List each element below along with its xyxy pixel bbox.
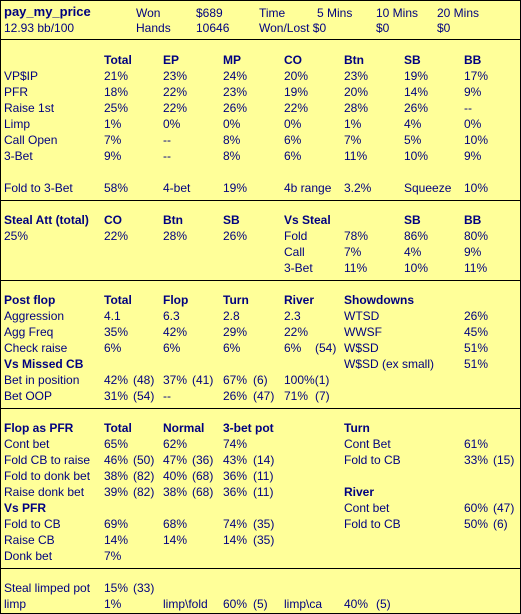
pfr-3bet-pot-header: 3-bet pot: [223, 421, 274, 435]
stat-value: 74%: [223, 517, 248, 531]
row-label: Aggression: [4, 309, 65, 323]
river-row-value: 50%: [464, 517, 489, 531]
stat-value: 22%: [163, 85, 188, 99]
showdowns-header: Showdowns: [344, 293, 414, 307]
stat-value: 6%: [284, 341, 302, 355]
turn-row-value: 33%: [464, 453, 489, 467]
four-bet-value: 19%: [223, 181, 248, 195]
stat-value: 18%: [104, 85, 129, 99]
vs-steal-row-label: 3-Bet: [284, 261, 313, 275]
steal-btn-header: Btn: [163, 213, 183, 227]
limp-call-value: 40%: [344, 597, 369, 611]
sample-count: (15): [493, 453, 515, 467]
river-row-value: 60%: [464, 501, 489, 515]
fold-to-3bet-value: 58%: [104, 181, 129, 195]
four-bet-label: 4-bet: [163, 181, 191, 195]
time-5-mins: 5 Mins: [317, 6, 353, 20]
sample-count: (14): [253, 453, 275, 467]
stat-value: 4.1: [104, 309, 121, 323]
stat-value: 22%: [284, 101, 309, 115]
sample-count: (36): [192, 453, 214, 467]
row-label: Limp: [4, 117, 31, 131]
sample-count: (11): [253, 469, 274, 483]
stat-value: 42%: [163, 325, 188, 339]
row-label: Agg Freq: [4, 325, 54, 339]
stat-value: 86%: [404, 229, 429, 243]
stat-value: 78%: [344, 229, 369, 243]
stat-value: 10%: [464, 133, 489, 147]
vs-steal-bb-header: BB: [464, 213, 482, 227]
stat-value: 11%: [344, 261, 368, 275]
sample-count: (7): [315, 389, 330, 403]
vs-steal-header: Vs Steal: [284, 213, 331, 227]
stat-value: 67%: [223, 373, 248, 387]
stat-value: 14%: [104, 533, 129, 547]
stat-value: 62%: [163, 437, 188, 451]
stat-value: --: [464, 101, 472, 115]
won-value: $689: [196, 6, 223, 20]
turn-row-label: Fold to CB: [344, 453, 401, 467]
stat-value: 7%: [344, 245, 362, 259]
four-bet-range-value: 3.2%: [344, 181, 372, 195]
stat-value: 23%: [344, 69, 369, 83]
stat-value: 35%: [104, 325, 129, 339]
row-label: Donk bet: [4, 549, 53, 563]
pfr-total-header: Total: [104, 421, 132, 435]
river-row-label: Fold to CB: [344, 517, 401, 531]
vs-steal-row-label: Fold: [284, 229, 308, 243]
showdown-label: W$SD (ex small): [344, 357, 435, 371]
row-label: Cont bet: [4, 437, 50, 451]
row-label: Bet OOP: [4, 389, 53, 403]
stat-value: 0%: [163, 117, 181, 131]
four-bet-range-label: 4b range: [284, 181, 332, 195]
stat-value: 39%: [104, 485, 129, 499]
stat-value: 40%: [163, 469, 188, 483]
stat-value: 46%: [104, 453, 129, 467]
stat-value: 5%: [404, 133, 422, 147]
stat-value: 1%: [344, 117, 362, 131]
limp-label: limp: [4, 597, 27, 611]
stat-value: 8%: [223, 133, 241, 147]
limp-value: 1%: [104, 597, 122, 611]
steal-co-header: CO: [104, 213, 122, 227]
stat-value: --: [163, 389, 171, 403]
stat-value: 14%: [163, 533, 188, 547]
stat-value: 19%: [284, 85, 309, 99]
stat-value: 7%: [344, 133, 362, 147]
row-label: Raise donk bet: [4, 485, 85, 499]
stat-value: 4%: [404, 117, 422, 131]
time-20-mins: 20 Mins: [437, 6, 480, 20]
stat-value: 19%: [404, 69, 429, 83]
time-label: Time: [259, 6, 286, 20]
squeeze-label: Squeeze: [404, 181, 452, 195]
sample-count: (47): [253, 389, 275, 403]
showdown-label: W$SD: [344, 341, 379, 355]
stat-value: 21%: [104, 69, 129, 83]
stat-value: 11%: [464, 261, 488, 275]
stat-value: 20%: [284, 69, 309, 83]
limp-fold-value: 60%: [223, 597, 248, 611]
hands-label: Hands: [136, 21, 171, 35]
sample-count: (33): [133, 581, 155, 595]
col-btn: Btn: [344, 53, 364, 67]
squeeze-value: 10%: [464, 181, 489, 195]
stat-value: 10%: [404, 149, 429, 163]
stat-value: 23%: [163, 69, 188, 83]
showdown-label: WWSF: [344, 325, 382, 339]
sample-count: (68): [192, 485, 214, 499]
divider: [1, 39, 520, 40]
stat-value: 0%: [284, 117, 302, 131]
stat-value: 43%: [223, 453, 248, 467]
vs-pfr-header: Vs PFR: [4, 501, 47, 515]
flop-as-pfr-header: Flop as PFR: [4, 421, 74, 435]
steal-btn-value: 28%: [163, 229, 188, 243]
sample-count: (5): [253, 597, 268, 611]
row-label: Raise 1st: [4, 101, 55, 115]
stat-value: 2.8: [223, 309, 240, 323]
sample-count: (82): [133, 469, 155, 483]
stat-value: 11%: [344, 149, 368, 163]
postflop-header: Post flop: [4, 293, 56, 307]
row-label: Bet in position: [4, 373, 80, 387]
won-lost-10: $0: [376, 21, 390, 35]
sample-count: (35): [253, 517, 275, 531]
stat-value: 25%: [104, 101, 129, 115]
row-label: 3-Bet: [4, 149, 33, 163]
stat-value: 0%: [223, 117, 241, 131]
stat-value: 0%: [464, 117, 482, 131]
row-label: VP$IP: [4, 69, 39, 83]
sample-count: (68): [192, 469, 214, 483]
stat-value: 4%: [404, 245, 422, 259]
stat-value: 26%: [223, 101, 248, 115]
pfr-normal-header: Normal: [163, 421, 205, 435]
stat-value: 69%: [104, 517, 129, 531]
stat-value: 9%: [104, 149, 122, 163]
col-bb: BB: [464, 53, 482, 67]
stat-value: 1%: [104, 117, 122, 131]
col-sb: SB: [404, 53, 421, 67]
stat-value: 22%: [163, 101, 188, 115]
col-mp: MP: [223, 53, 241, 67]
stat-value: 71%: [284, 389, 309, 403]
sample-count: (54): [315, 341, 337, 355]
sample-count: (41): [192, 373, 214, 387]
stat-value: 7%: [104, 549, 122, 563]
vs-missed-cb-header: Vs Missed CB: [4, 357, 84, 371]
stat-value: 68%: [163, 517, 188, 531]
stat-value: 37%: [163, 373, 188, 387]
won-lost-label: Won/Lost $0: [259, 21, 327, 35]
stat-value: 42%: [104, 373, 129, 387]
stat-value: 20%: [344, 85, 369, 99]
stat-value: 7%: [104, 133, 122, 147]
steal-sb-header: SB: [223, 213, 240, 227]
stat-value: 23%: [223, 85, 248, 99]
stat-value: 8%: [223, 149, 241, 163]
stat-value: 14%: [404, 85, 429, 99]
row-label: PFR: [4, 85, 28, 99]
stat-value: 6%: [104, 341, 122, 355]
limp-call-label: limp\ca: [284, 597, 323, 611]
stat-value: 2.3: [284, 309, 301, 323]
stat-value: 6.3: [163, 309, 180, 323]
row-label: Fold to CB: [4, 517, 61, 531]
sample-count: (5): [376, 597, 391, 611]
stat-value: 65%: [104, 437, 129, 451]
stat-value: 80%: [464, 229, 489, 243]
stat-value: 9%: [464, 149, 482, 163]
sample-count: (50): [133, 453, 155, 467]
sample-count: (6): [493, 517, 508, 531]
time-10-mins: 10 Mins: [376, 6, 419, 20]
stat-value: 31%: [104, 389, 129, 403]
turn-header: Turn: [344, 421, 370, 435]
stat-value: 28%: [344, 101, 369, 115]
stat-value: 26%: [404, 101, 429, 115]
row-label: Fold CB to raise: [4, 453, 91, 467]
stat-value: 6%: [284, 149, 302, 163]
stat-value: 29%: [223, 325, 248, 339]
sample-count: (6): [253, 373, 268, 387]
stat-value: 22%: [284, 325, 309, 339]
postflop-total-header: Total: [104, 293, 132, 307]
stat-value: --: [163, 133, 171, 147]
stat-value: --: [163, 149, 171, 163]
stat-value: 24%: [223, 69, 248, 83]
sample-count: (48): [133, 373, 155, 387]
divider: [1, 408, 520, 409]
postflop-river-header: River: [284, 293, 315, 307]
stat-value: 100%(1): [284, 373, 330, 387]
steal-limped-pot-label: Steal limped pot: [4, 581, 91, 595]
stat-value: 38%: [163, 485, 188, 499]
player-name: pay_my_price: [4, 4, 91, 19]
turn-row-value: 61%: [464, 437, 489, 451]
hands-value: 10646: [196, 21, 230, 35]
stat-value: 9%: [464, 245, 482, 259]
stat-value: 47%: [163, 453, 188, 467]
col-total: Total: [104, 53, 132, 67]
river-row-label: Cont bet: [344, 501, 390, 515]
divider: [1, 280, 520, 281]
sample-count: (47): [493, 501, 515, 515]
stat-value: 17%: [464, 69, 489, 83]
won-label: Won: [136, 6, 161, 20]
showdown-value: 45%: [464, 325, 489, 339]
fold-to-3bet-label: Fold to 3-Bet: [4, 181, 73, 195]
bb-per-100: 12.93 bb/100: [4, 21, 75, 35]
stat-value: 36%: [223, 485, 248, 499]
vs-steal-row-label: Call: [284, 245, 305, 259]
limp-fold-label: limp\fold: [163, 597, 208, 611]
river-header: River: [344, 485, 375, 499]
steal-limped-pot-value: 15%: [104, 581, 129, 595]
col-co: CO: [284, 53, 302, 67]
stat-value: 14%: [223, 533, 248, 547]
showdown-value: 51%: [464, 341, 489, 355]
stat-value: 9%: [464, 85, 482, 99]
stat-value: 38%: [104, 469, 129, 483]
postflop-flop-header: Flop: [163, 293, 189, 307]
sample-count: (82): [133, 485, 155, 499]
divider: [1, 568, 520, 569]
steal-co-value: 22%: [104, 229, 129, 243]
sample-count: (11): [253, 485, 274, 499]
steal-att-header: Steal Att (total): [4, 213, 89, 227]
stat-value: 74%: [223, 437, 248, 451]
showdown-value: 51%: [464, 357, 489, 371]
row-label: Call Open: [4, 133, 58, 147]
won-lost-20: $0: [437, 21, 451, 35]
steal-att-value: 25%: [4, 229, 29, 243]
showdown-value: 26%: [464, 309, 489, 323]
sample-count: (35): [253, 533, 275, 547]
col-ep: EP: [163, 53, 180, 67]
stat-value: 6%: [163, 341, 181, 355]
turn-row-label: Cont Bet: [344, 437, 391, 451]
stat-value: 26%: [223, 389, 248, 403]
row-label: Check raise: [4, 341, 68, 355]
showdown-label: WTSD: [344, 309, 380, 323]
sample-count: (54): [133, 389, 155, 403]
row-label: Fold to donk bet: [4, 469, 91, 483]
row-label: Raise CB: [4, 533, 55, 547]
stat-value: 6%: [284, 133, 302, 147]
stat-value: 36%: [223, 469, 248, 483]
stat-value: 10%: [404, 261, 429, 275]
postflop-turn-header: Turn: [223, 293, 249, 307]
vs-steal-sb-header: SB: [404, 213, 421, 227]
steal-sb-value: 26%: [223, 229, 248, 243]
divider: [1, 200, 520, 201]
stat-value: 6%: [223, 341, 241, 355]
